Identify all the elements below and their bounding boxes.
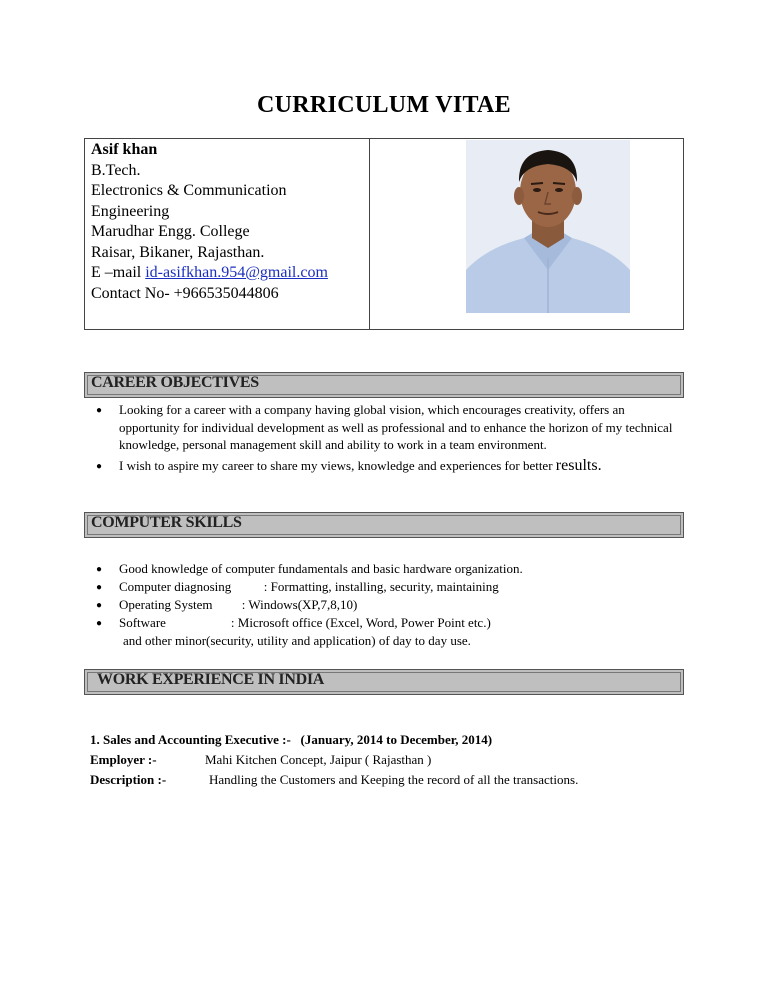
bullet-icon: ● bbox=[96, 460, 103, 472]
description-label: Description :- bbox=[90, 772, 167, 787]
portrait-photo bbox=[466, 140, 630, 313]
email-link[interactable]: id-asifkhan.954@gmail.com bbox=[145, 264, 328, 281]
computer-skills-list bbox=[96, 560, 686, 650]
bullet-icon: ● bbox=[96, 600, 103, 611]
career-objectives-list bbox=[96, 401, 681, 474]
list-item: ● Operating System : Windows(XP,7,8,10) bbox=[96, 596, 686, 614]
list-item: ● Looking for a career with a company having global vision, which encourages creativity, offers an opportunity for individual development as well as professional and to enhance the horizon of my technical knowledge, personal management skill and ability to work in a team environment. bbox=[96, 402, 673, 452]
candidate-name: Asif khan bbox=[91, 141, 158, 158]
work-experience-heading: WORK EXPERIENCE IN INDIA bbox=[97, 671, 325, 688]
description-value: Handling the Customers and Keeping the record of all the transactions. bbox=[209, 772, 579, 787]
list-item: ● Computer diagnosing : Formatting, installing, security, maintaining bbox=[96, 578, 686, 596]
results-word: results. bbox=[555, 456, 602, 474]
bullet-icon: ● bbox=[96, 564, 103, 575]
list-item-continuation: and other minor(security, utility and application) of day to day use. bbox=[123, 633, 471, 648]
list-item: ● Software : Microsoft office (Excel, Word, Power Point etc.) bbox=[96, 614, 686, 632]
list-item: ● I wish to aspire my career to share my views, knowledge and experiences for better results. bbox=[96, 456, 602, 474]
employer-value: Mahi Kitchen Concept, Jaipur ( Rajasthan ) bbox=[205, 752, 432, 767]
computer-skills-header bbox=[84, 512, 684, 538]
branch-line-1: Electronics & Communication bbox=[91, 182, 287, 199]
description-row bbox=[90, 772, 578, 788]
bullet-icon: ● bbox=[96, 618, 103, 629]
career-objectives-heading: CAREER OBJECTIVES bbox=[91, 374, 259, 391]
degree: B.Tech. bbox=[91, 161, 141, 179]
bullet-icon: ● bbox=[96, 405, 103, 416]
list-item: ● Good knowledge of computer fundamentals and basic hardware organization. bbox=[96, 560, 686, 578]
profile-details bbox=[85, 139, 370, 329]
contact-number: Contact No- +966535044806 bbox=[91, 284, 279, 302]
email-row bbox=[91, 263, 363, 284]
career-objectives-header bbox=[84, 372, 684, 398]
profile-table bbox=[84, 138, 684, 330]
address: Raisar, Bikaner, Rajasthan. bbox=[91, 243, 265, 261]
bullet-icon: ● bbox=[96, 582, 103, 593]
employer-row bbox=[90, 752, 431, 768]
job-title: 1. Sales and Accounting Executive :- (January, 2014 to December, 2014) bbox=[90, 732, 493, 747]
document-title: CURRICULUM VITAE bbox=[257, 92, 511, 118]
email-label: E –mail bbox=[91, 264, 142, 281]
employer-label: Employer :- bbox=[90, 752, 157, 767]
computer-skills-heading: COMPUTER SKILLS bbox=[91, 514, 242, 531]
branch-line-2: Engineering bbox=[91, 202, 170, 220]
work-experience-header bbox=[84, 669, 684, 695]
portrait-photo-icon bbox=[466, 140, 630, 313]
college: Marudhar Engg. College bbox=[91, 223, 250, 240]
